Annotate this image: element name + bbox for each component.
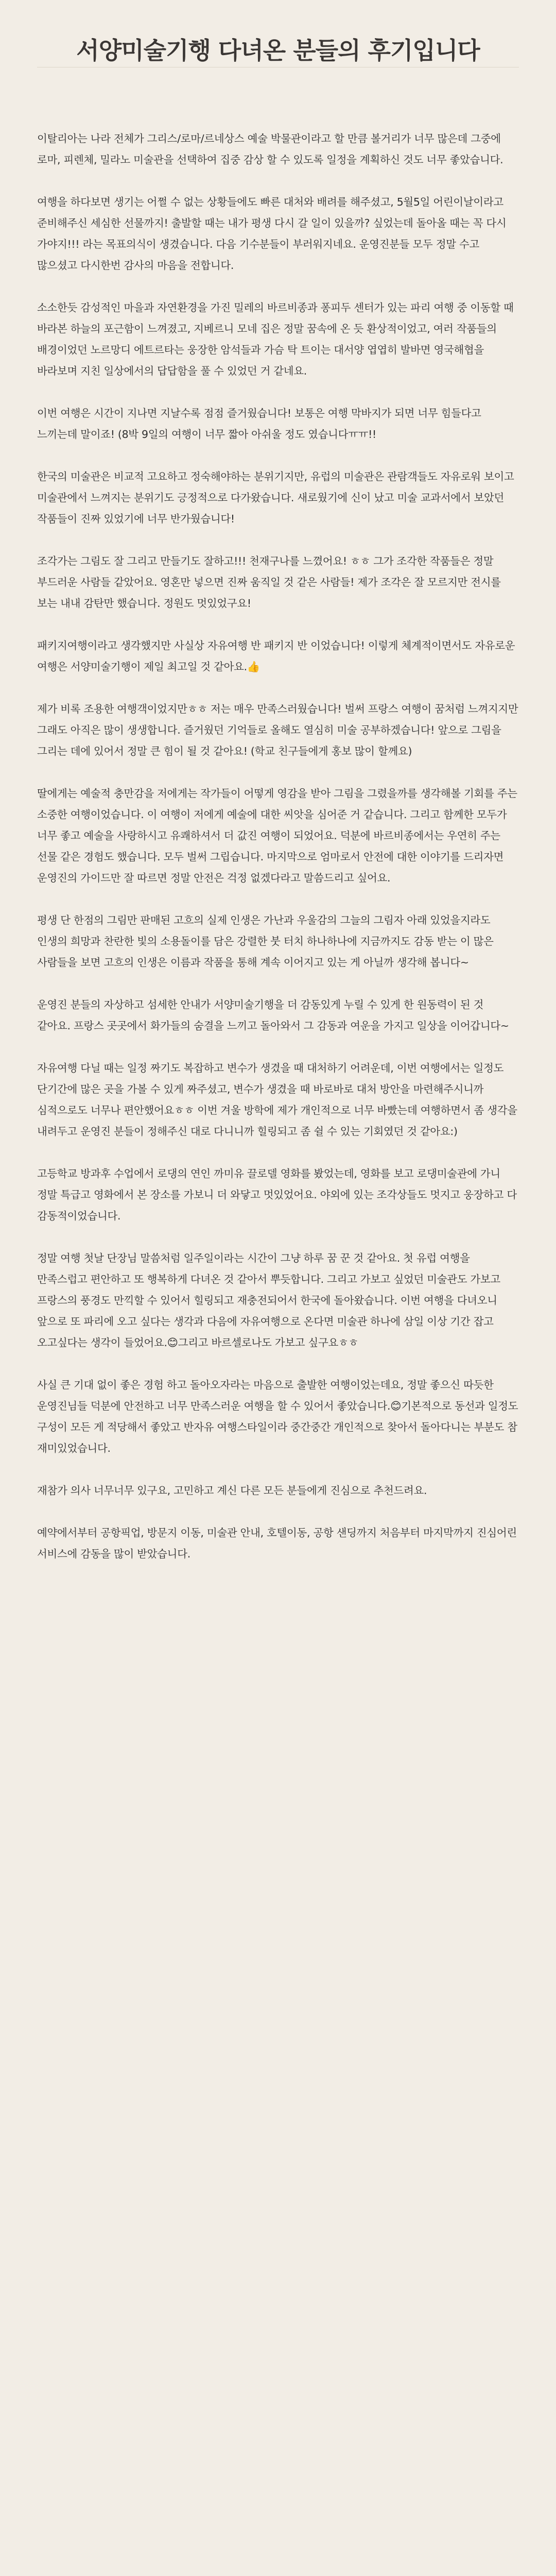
review-paragraph: 정말 여행 첫날 단장님 말씀처럼 일주일이라는 시간이 그냥 하루 꿈 꾼 것 같아요. 첫 유럽 여행을 만족스럽고 편안하고 또 행복하게 다녀온 것 같아서 뿌듯합니다. 그리고 가보고 싶었던 미술관도 가보고 프랑스의 풍경도 만끽할 수 있어서 힐링되고 재충전되어서 한국에 돌아왔습니다. 이번 여행을 다녀오니 앞으로 또 파리에 오고 싶다는 생각과 다음에 자유여행으로 온다면 미술관 하나에 삼일 이상 기간 잡고 오고싶다는 생각이 들었어요.😊그리고 바르셀로나도 가보고 싶구요ㅎㅎ xyxy=(37,1252,500,1349)
review-paragraph: 사실 큰 기대 없이 좋은 경험 하고 돌아오자라는 마음으로 출발한 여행이었는데요, 정말 좋으신 따듯한 운영진님들 덕분에 안전하고 너무 만족스러운 여행을 할 수 있어서 좋았습니다.😊기본적으로 동선과 일정도 구성이 모든 게 적당해서 좋았고 반자유 여행스타일이라 중간중간 개인적으로 찾아서 돌아다니는 부분도 참 재미있었습니다. xyxy=(37,1379,518,1454)
review-paragraph: 패키지여행이라고 생각했지만 사실상 자유여행 반 패키지 반 이었습니다! 이렇게 체계적이면서도 자유로운 여행은 서양미술기행이 제일 최고일 것 같아요.👍 xyxy=(37,639,515,673)
review-paragraph: 자유여행 다닐 때는 일정 짜기도 복잡하고 변수가 생겼을 때 대처하기 어려운데, 이번 여행에서는 일정도 단기간에 많은 곳을 가볼 수 있게 짜주셨고, 변수가 생겼을 때 바로바로 대처 방안을 마련해주시니까 심적으로도 너무나 편안했어요ㅎㅎ 이번 겨울 방학에 제가 개인적으로 너무 바빴는데 여행하면서 좀 생각을 내려두고 운영진 분들이 정해주신 대로 다니니까 힐링되고 좀 쉴 수 있는 기회였던 것 같아요:) xyxy=(37,1062,517,1138)
review-paragraph: 운영진 분들의 자상하고 섬세한 안내가 서양미술기행을 더 감동있게 누릴 수 있게 한 원동력이 된 것 같아요. 프랑스 곳곳에서 화가들의 숨결을 느끼고 돌아와서 그 감동과 여운을 가지고 일상을 이어갑니다~ xyxy=(37,998,509,1032)
review-paragraph: 조각가는 그림도 잘 그리고 만들기도 잘하고!!! 천재구나를 느꼈어요! ㅎㅎ 그가 조각한 작품들은 정말 부드러운 사람들 같았어요. 영혼만 넣으면 진짜 움직일 것 같은 사람들! 제가 조각은 잘 모르지만 전시를 보는 내내 감탄만 했습니다. 정원도 멋있었구요! xyxy=(37,555,501,609)
review-paragraph: 이번 여행은 시간이 지나면 지날수록 점점 즐거웠습니다! 보통은 여행 막바지가 되면 너무 힘들다고 느끼는데 말이죠! (8박 9일의 여행이 너무 짧아 아쉬울 정도 였습니다ㅠㅠ!! xyxy=(37,407,481,440)
review-paragraph: 소소한듯 감성적인 마을과 자연환경을 가진 밀레의 바르비종과 퐁피두 센터가 있는 파리 여행 중 이동할 때 바라본 하늘의 포근함이 느껴졌고, 지베르니 모네 집은 정말 꿈속에 온 듯 환상적이었고, 여러 작품들의 배경이었던 노르망디 에트르타는 웅장한 암석들과 가슴 탁 트이는 대서양 엽엽히 발바면 영국해협을 바라보며 지친 일상에서의 답답함을 풀 수 있었던 거 같네요. xyxy=(37,301,514,377)
review-paragraph: 제가 비록 조용한 여행객이었지만ㅎㅎ 저는 매우 만족스러웠습니다! 벌써 프랑스 여행이 꿈처럼 느껴지지만 그래도 아직은 많이 생생합니다. 즐거웠던 기억들로 올해도 열심히 미술 공부하겠습니다! 앞으로 그림을 그리는 데에 있어서 정말 큰 힘이 될 것 같아요! (학교 친구들에게 홍보 많이 할께요) xyxy=(37,703,518,757)
page-title: 서양미술기행 다녀온 분들의 후기입니다 xyxy=(76,37,480,64)
review-paragraph: 한국의 미술관은 비교적 고요하고 정숙해야하는 분위기지만, 유럽의 미술관은 관람객들도 자유로워 보이고 미술관에서 느껴지는 분위기도 긍정적으로 다가왔습니다. 새로웠기에 신이 났고 미술 교과서에서 보았던 작품들이 진짜 있었기에 너무 반가웠습니다! xyxy=(37,470,514,525)
review-paragraph: 평생 단 한점의 그림만 판매된 고흐의 실제 인생은 가난과 우울감의 그늘의 그림자 아래 있었을지라도 인생의 희망과 찬란한 빛의 소용돌이를 담은 강렬한 붓 터치 하나하나에 지금까지도 감동 받는 이 많은 사람들을 보면 고흐의 인생은 이름과 작품을 통해 계속 이어지고 있는 게 아닐까 생각해 봅니다~ xyxy=(37,914,494,969)
review-paragraph: 고등학교 방과후 수업에서 로댕의 연인 까미유 끌로델 영화를 봤었는데, 영화를 보고 로댕미술관에 가니 정말 특급고 영화에서 본 장소를 가보니 더 와닿고 멋있었어요. 야외에 있는 조각상들도 멋지고 웅장하고 다 감동적이었습니다. xyxy=(37,1167,517,1222)
review-paragraph: 이탈리아는 나라 전체가 그리스/로마/르네상스 예술 박물관이라고 할 만큼 볼거리가 너무 많은데 그중에 로마, 피렌체, 밀라노 미술관을 선택하여 집중 감상 할 수 있도록 일정을 계획하신 것도 너무 좋았습니다. xyxy=(37,132,503,166)
review-paragraph: 여행을 하다보면 생기는 어쩔 수 없는 상황들에도 빠른 대처와 배려를 해주셨고, 5월5일 어린이날이라고 준비해주신 세심한 선물까지! 출발할 때는 내가 평생 다시 갈 일이 있을까? 싶었는데 돌아올 때는 꼭 다시 가야지!!! 라는 목표의식이 생겼습니다. 다음 기수분들이 부러워지네요. 운영진분들 모두 정말 수고 많으셨고 다시한번 감사의 마음을 전합니다. xyxy=(37,196,507,272)
review-paragraph: 딸에게는 예술적 충만감을 저에게는 작가들이 어떻게 영감을 받아 그림을 그렸을까를 생각해볼 기회를 주는 소중한 여행이었습니다. 이 여행이 저에게 예술에 대한 씨앗을 심어준 거 같습니다. 그리고 함께한 모두가 너무 좋고 예술을 사랑하시고 유쾌하셔서 더 값진 여행이 되었어요. 덕분에 바르비종에서는 우연히 주는 선물 같은 경험도 했습니다. 모두 벌써 그립습니다. 마지막으로 엄마로서 안전에 대한 이야기를 드리자면 운영진의 가이드만 잘 따르면 정말 안전은 걱정 없겠다라고 말씀드리고 싶어요. xyxy=(37,787,517,884)
review-list xyxy=(37,128,519,1565)
review-paragraph: 재참가 의사 너무너무 있구요, 고민하고 계신 다른 모든 분들에게 진심으로 추천드려요. xyxy=(37,1484,427,1497)
review-paragraph: 예약에서부터 공항픽업, 방문지 이동, 미술관 안내, 호텔이동, 공항 샌딩까지 처음부터 마지막까지 진심어린 서비스에 감동을 많이 받았습니다. xyxy=(37,1527,517,1560)
